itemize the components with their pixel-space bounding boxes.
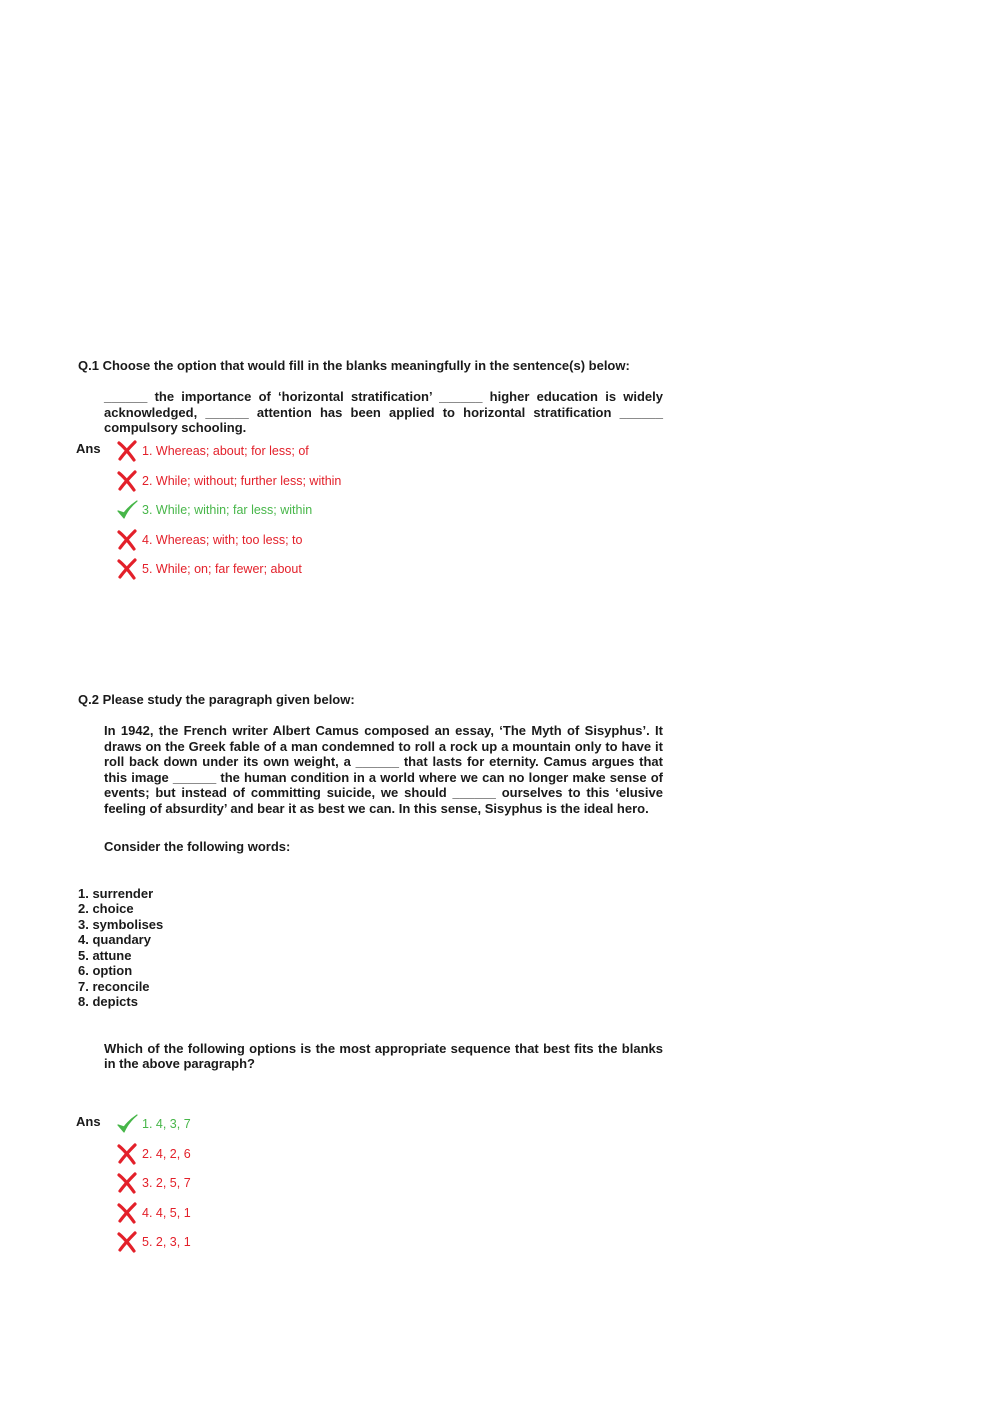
word-item: 8. depicts xyxy=(78,994,138,1009)
cross-icon xyxy=(116,1202,138,1224)
answer-label: Ans xyxy=(76,1114,101,1129)
consider-heading: Consider the following words: xyxy=(104,839,291,854)
option-q1-3[interactable] xyxy=(116,499,312,521)
cross-icon xyxy=(116,529,138,551)
question-2-passage: In 1942, the French writer Albert Camus composed an essay, ‘The Myth of Sisyphus’. It draws on the Greek fable of a man condemned to roll a rock up a mountain only to have it roll back down under its own weight, a ______ that lasts for eternity. Camus argues that this image ______ the human condition in a world where we can no longer make sense of events; but instead of committing suicide, we should ______ ourselves to this ‘elusive feeling of absurdity’ and bear it as best we can. In this sense, Sisyphus is the ideal hero. xyxy=(104,723,663,816)
word-item: 2. choice xyxy=(78,901,134,916)
option-text: 5. 2, 3, 1 xyxy=(142,1235,191,1249)
question-2-title: Q.2 Please study the paragraph given below: xyxy=(78,692,355,707)
question-2 xyxy=(78,692,663,1072)
option-q1-5[interactable] xyxy=(116,558,302,580)
cross-icon xyxy=(116,440,138,462)
option-q2-4[interactable] xyxy=(116,1202,191,1224)
option-q2-3[interactable] xyxy=(116,1172,191,1194)
word-item: 1. surrender xyxy=(78,885,154,901)
question-1-title: Q.1 Choose the option that would fill in the blanks meaningfully in the sentence(s) below: xyxy=(78,358,630,373)
question-2-prompt: Which of the following options is the most appropriate sequence that best fits the blanks in the above paragraph? xyxy=(104,1040,663,1071)
option-q1-2[interactable] xyxy=(116,470,341,492)
question-1-passage: ______ the importance of ‘horizontal stratification’ ______ higher education is widely acknowledged, ______ attention has been applied to horizontal stratification ______ compulsory schooling. xyxy=(104,389,663,435)
cross-icon xyxy=(116,558,138,580)
word-item: 4. quandary xyxy=(78,932,151,947)
word-item: 3. symbolises xyxy=(78,916,164,932)
cross-icon xyxy=(116,1231,138,1253)
check-icon xyxy=(116,499,138,521)
option-q2-5[interactable] xyxy=(116,1231,191,1253)
option-text: 5. While; on; far fewer; about xyxy=(142,562,302,576)
word-item: 5. attune xyxy=(78,947,132,963)
word-item: 7. reconcile xyxy=(78,978,150,994)
check-icon xyxy=(116,1113,138,1135)
option-text: 1. 4, 3, 7 xyxy=(142,1117,191,1131)
word-item: 6. option xyxy=(78,963,133,978)
option-q1-4[interactable] xyxy=(116,529,303,551)
option-q1-1[interactable] xyxy=(116,440,309,462)
cross-icon xyxy=(116,1172,138,1194)
option-text: 4. Whereas; with; too less; to xyxy=(142,533,303,547)
option-q2-2[interactable] xyxy=(116,1143,191,1165)
cross-icon xyxy=(116,1143,138,1165)
option-text: 4. 4, 5, 1 xyxy=(142,1206,191,1220)
option-text: 3. While; within; far less; within xyxy=(142,503,313,517)
option-text: 2. While; without; further less; within xyxy=(142,474,342,488)
option-text: 2. 4, 2, 6 xyxy=(142,1147,191,1161)
option-text: 3. 2, 5, 7 xyxy=(142,1176,191,1190)
cross-icon xyxy=(116,470,138,492)
option-text: 1. Whereas; about; for less; of xyxy=(142,444,309,458)
option-q2-1[interactable] xyxy=(116,1113,191,1135)
word-list xyxy=(78,886,663,1010)
question-1 xyxy=(78,358,663,436)
answer-label: Ans xyxy=(76,441,101,456)
